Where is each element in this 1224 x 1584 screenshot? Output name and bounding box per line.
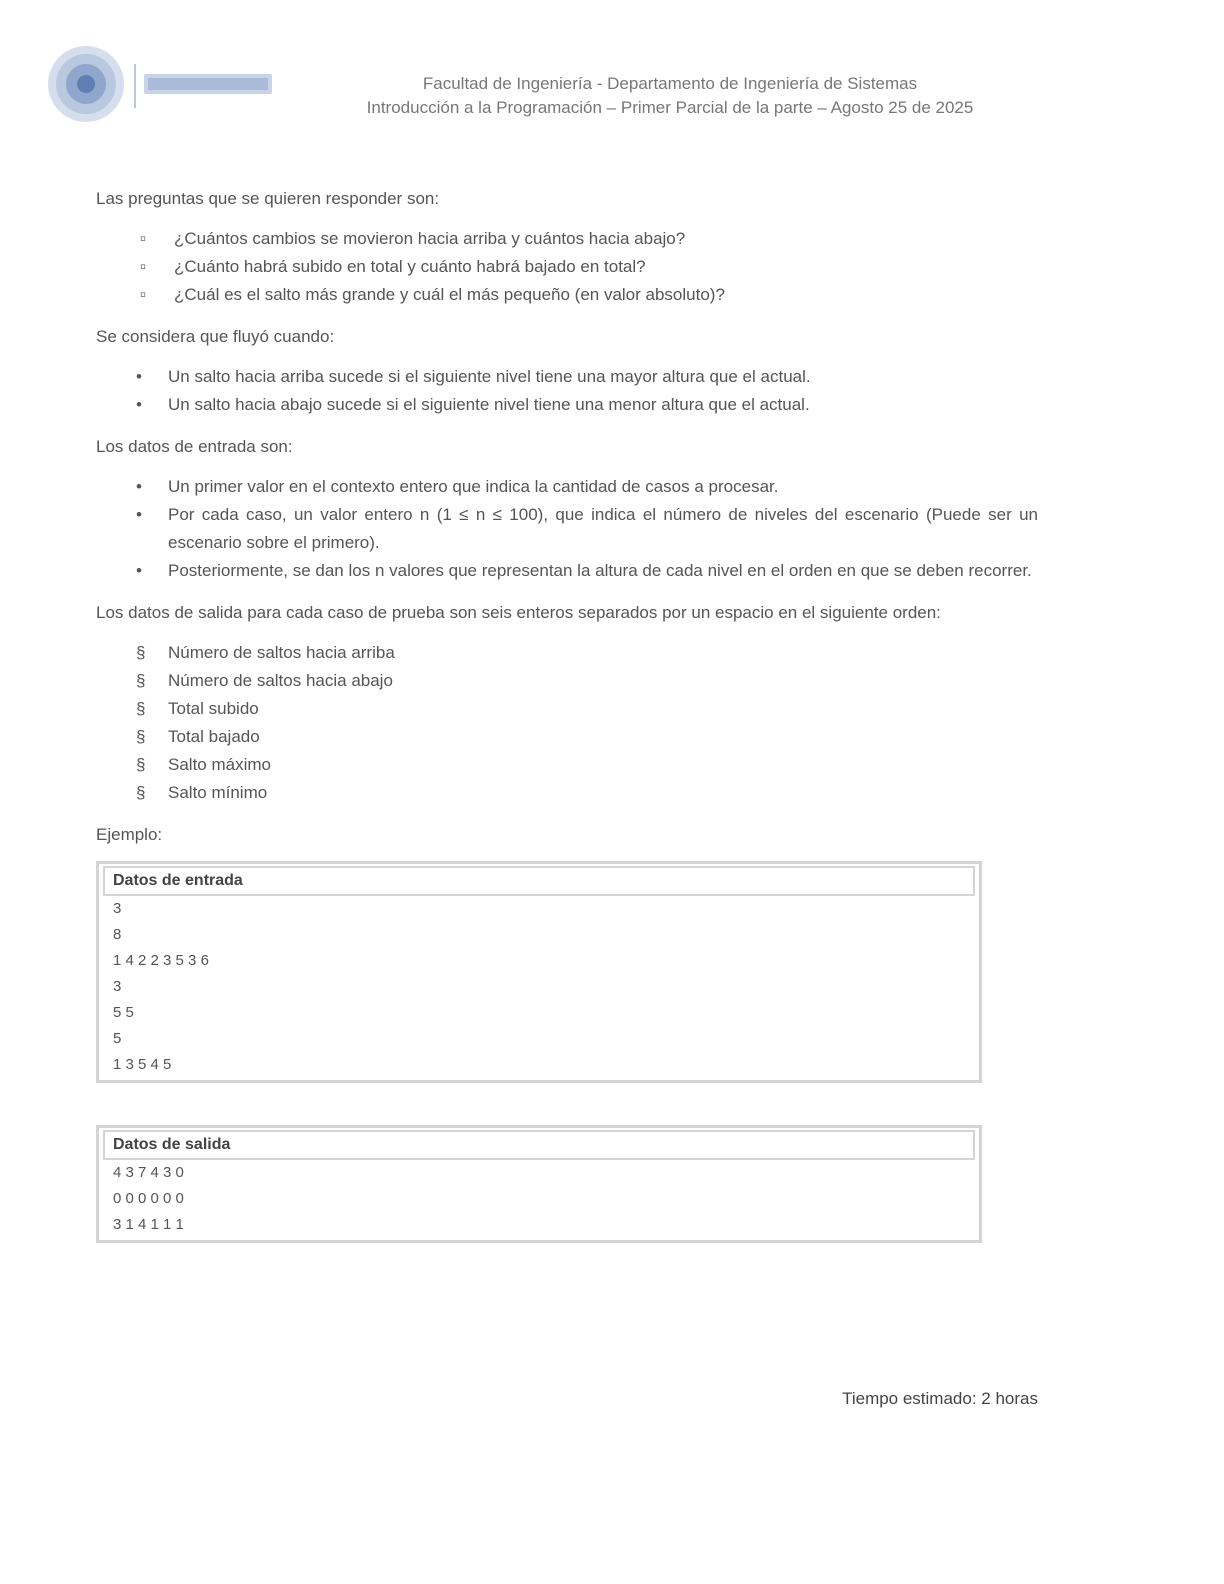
list-item: • Un salto hacia abajo sucede si el siguiente nivel tiene una menor altura que el actual. [136,395,810,414]
document-header [300,72,1040,120]
list-item: § Número de saltos hacia abajo [136,671,393,690]
input-line: 3 [113,978,122,995]
output-line: 4 3 7 4 3 0 [113,1164,184,1181]
list-item: § Total subido [136,699,259,718]
input-line: 1 4 2 2 3 5 3 6 [113,952,209,969]
definitions-list [96,363,1038,419]
list-item: ▫ ¿Cuál es el salto más grande y cuál el más pequeño (en valor absoluto)? [140,285,725,304]
input-line: 8 [113,926,122,943]
estimated-time: Tiempo estimado: 2 horas [842,1389,1038,1408]
output-line: 0 0 0 0 0 0 [113,1190,184,1207]
input-line: 5 [113,1030,122,1047]
list-item: • Por cada caso, un valor entero n (1 ≤ n ≤ 100), que indica el número de niveles del escenario (Puede ser un escenario sobre el primero). [136,505,1038,552]
output-example-box [96,1125,982,1243]
input-line: 5 5 [113,1004,134,1021]
input-example-box [96,861,982,1083]
header-line-2: Introducción a la Programación – Primer Parcial de la parte – Agosto 25 de 2025 [366,98,974,117]
list-item: § Total bajado [136,727,260,746]
list-item: § Número de saltos hacia arriba [136,643,395,662]
input-intro: Los datos de entrada son: [96,437,293,456]
output-line: 3 1 4 1 1 1 [113,1216,184,1233]
output-list [96,639,1038,807]
input-line: 3 [113,900,122,917]
list-item: • Un salto hacia arriba sucede si el siguiente nivel tiene una mayor altura que el actual. [136,367,811,386]
output-paragraph: Los datos de salida para cada caso de prueba son seis enteros separados por un espacio en el siguiente orden: [96,603,941,622]
list-item: • Posteriormente, se dan los n valores que representan la altura de cada nivel en el orden en que se deben recorrer. [136,561,1032,580]
input-box-title: Datos de entrada [103,866,975,896]
seal-icon [40,42,280,128]
list-item: • Un primer valor en el contexto entero que indica la cantidad de casos a procesar. [136,477,779,496]
list-item: § Salto mínimo [136,783,268,802]
input-line: 1 3 5 4 5 [113,1056,172,1073]
list-item: § Salto máximo [136,755,271,774]
questions-intro: Las preguntas que se quieren responder son: [96,189,440,208]
output-box-title: Datos de salida [103,1130,975,1160]
definition-intro: Se considera que fluyó cuando: [96,327,335,346]
list-item: ▫ ¿Cuántos cambios se movieron hacia arriba y cuántos hacia abajo? [140,229,686,248]
example-label: Ejemplo: [96,825,163,844]
header-line-1: Facultad de Ingeniería - Departamento de Ingeniería de Sistemas [422,74,918,93]
questions-list [96,225,1038,309]
document-body [96,185,1038,1243]
list-item: ▫ ¿Cuánto habrá subido en total y cuánto habrá bajado en total? [140,257,646,276]
input-list [96,473,1038,585]
university-logo [40,42,280,128]
